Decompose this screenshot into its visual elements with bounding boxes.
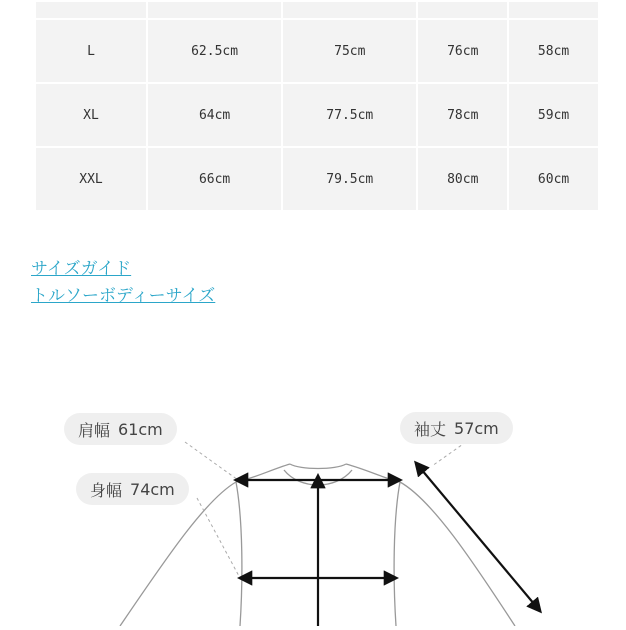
sleeve-length-label: 袖丈 57cm bbox=[400, 412, 513, 444]
size-table bbox=[34, 0, 600, 212]
shoulder-width-label: 肩幅 61cm bbox=[64, 413, 177, 445]
value-cell bbox=[418, 2, 507, 18]
size-cell: XL bbox=[36, 84, 146, 146]
value-cell bbox=[283, 2, 416, 18]
value-cell: 62.5cm bbox=[148, 20, 281, 82]
value-cell: 58cm bbox=[509, 20, 598, 82]
value-cell: 66cm bbox=[148, 148, 281, 210]
value-cell: 64cm bbox=[148, 84, 281, 146]
size-cell: L bbox=[36, 20, 146, 82]
garment-measurement-diagram bbox=[0, 400, 626, 626]
size-cell: XXL bbox=[36, 148, 146, 210]
value-cell: 78cm bbox=[418, 84, 507, 146]
measurement-arrows bbox=[236, 463, 540, 626]
size-links bbox=[31, 256, 215, 310]
leader-lines bbox=[185, 442, 466, 578]
value-cell bbox=[148, 2, 281, 18]
body-width-label: 身幅 74cm bbox=[76, 473, 189, 505]
value-cell: 60cm bbox=[509, 148, 598, 210]
size-guide-link[interactable]: サイズガイド bbox=[31, 259, 132, 279]
table-row bbox=[36, 2, 598, 18]
value-cell: 59cm bbox=[509, 84, 598, 146]
value-cell: 77.5cm bbox=[283, 84, 416, 146]
table-row bbox=[36, 20, 598, 82]
table-row bbox=[36, 84, 598, 146]
sleeve-arrow bbox=[416, 463, 540, 611]
value-cell: 80cm bbox=[418, 148, 507, 210]
size-cell bbox=[36, 2, 146, 18]
table-row bbox=[36, 148, 598, 210]
value-cell: 76cm bbox=[418, 20, 507, 82]
value-cell bbox=[509, 2, 598, 18]
value-cell: 75cm bbox=[283, 20, 416, 82]
torso-body-size-link[interactable]: トルソーボディーサイズ bbox=[31, 286, 216, 306]
value-cell: 79.5cm bbox=[283, 148, 416, 210]
